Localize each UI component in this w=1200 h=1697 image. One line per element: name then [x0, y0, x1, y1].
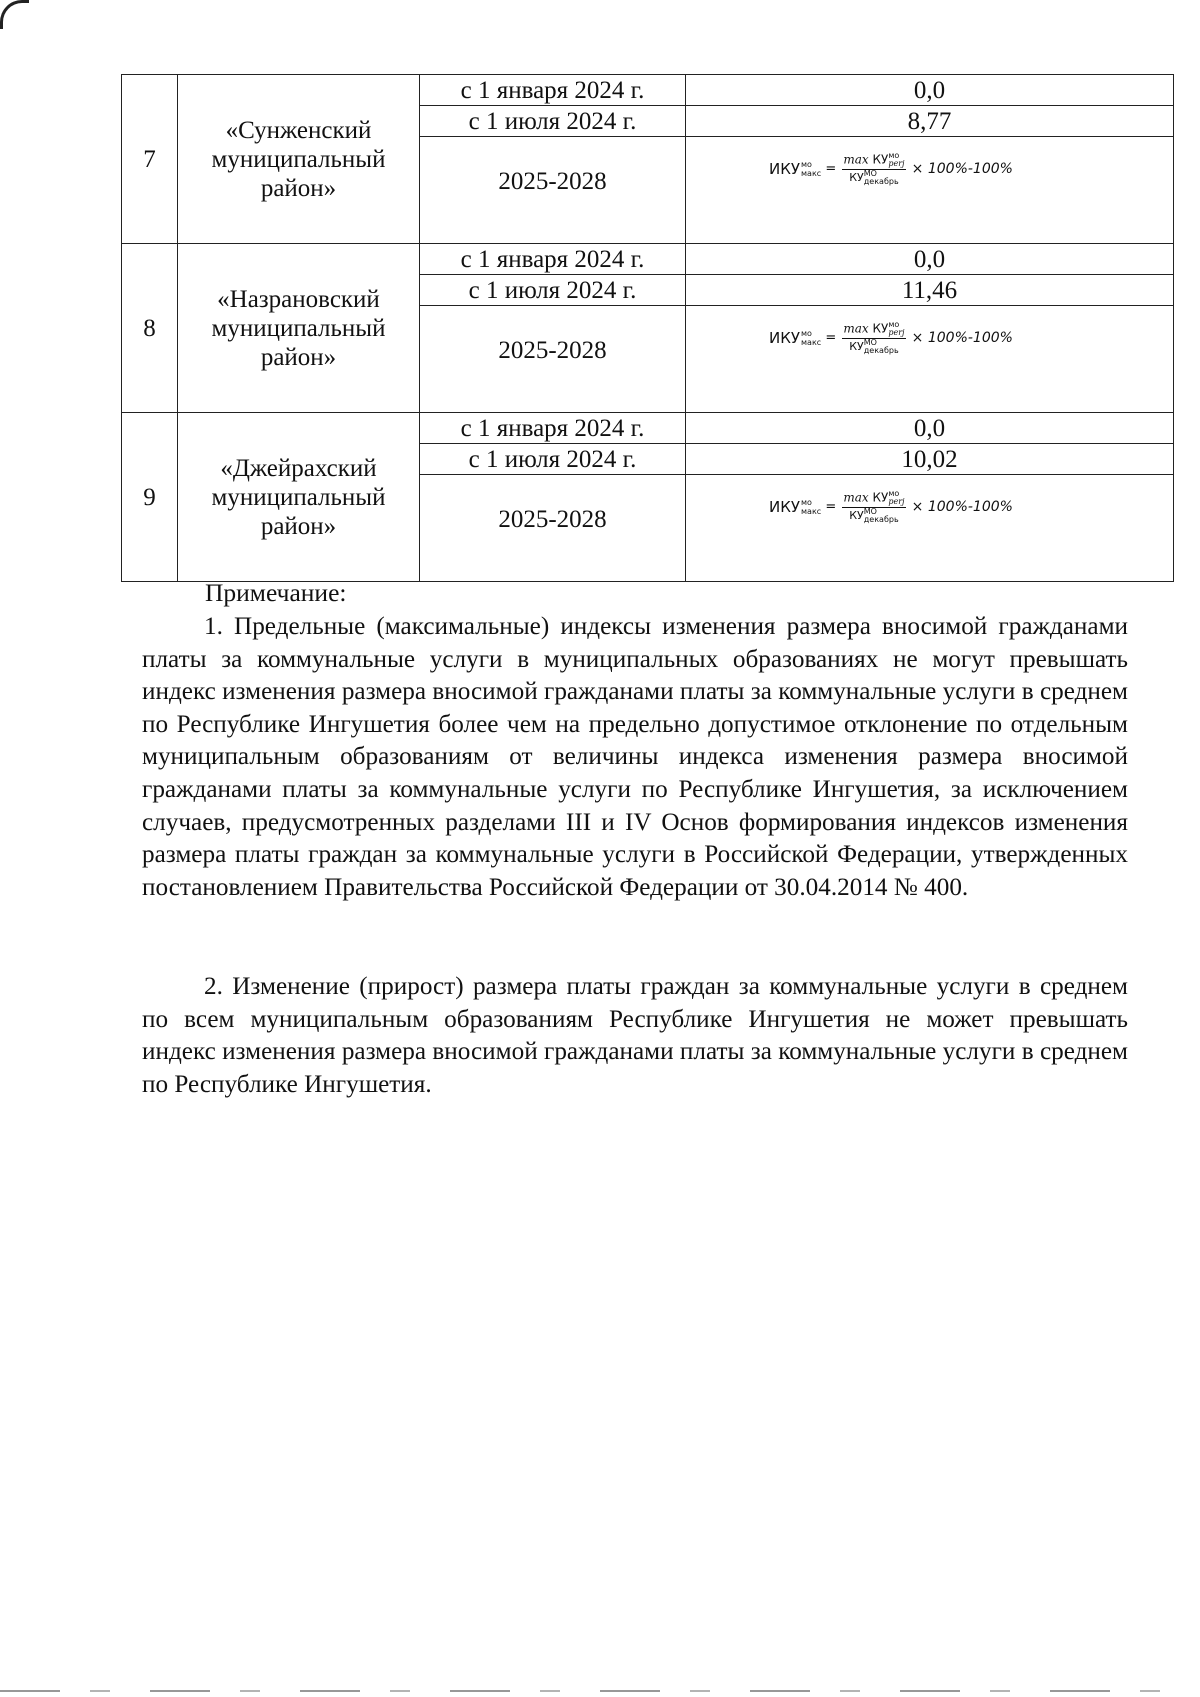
period-label: с 1 июля 2024 г.: [420, 106, 686, 137]
municipality-name-line: «Джейрахский: [220, 454, 377, 482]
formula-tail: × 100%-100%: [911, 160, 1013, 177]
note-title: Примечание:: [205, 578, 347, 607]
formula-fraction: max КУ мо perj КУ МО декабрь: [843, 151, 905, 186]
note-paragraph-2-text: 2. Изменение (прирост) размера платы граждан за коммунальные услуги в среднем по всем муниципальным образованиям Республике Ингушетия не может превышать индекс изменения размера вносимой гражданами платы за коммунальные услуги в среднем по Республике Ингушетия.: [142, 973, 1128, 1098]
row-number: 9: [122, 413, 178, 582]
table-row: [122, 75, 1174, 106]
index-value: [686, 306, 1174, 413]
formula-equals: =: [825, 161, 837, 177]
municipality-name-line: район»: [260, 512, 337, 540]
formula-equals: =: [825, 330, 837, 346]
period-label: с 1 января 2024 г.: [420, 244, 686, 275]
municipality-name-line: район»: [260, 343, 337, 371]
municipality-name-line: муниципальный: [211, 145, 386, 173]
formula-lhs: ИКУ мо макс: [769, 328, 822, 347]
index-value: 0,0: [686, 244, 1174, 275]
period-label: с 1 января 2024 г.: [420, 413, 686, 444]
formula-tail: × 100%-100%: [911, 498, 1013, 515]
municipality-name-line: муниципальный: [211, 483, 386, 511]
municipality-name-line: «Сунженский: [225, 116, 372, 144]
municipality-name-line: район»: [260, 174, 337, 202]
index-value: 0,0: [686, 75, 1174, 106]
index-value: 10,02: [686, 444, 1174, 475]
period-label: с 1 января 2024 г.: [420, 75, 686, 106]
municipality-name: [178, 413, 420, 582]
scan-edge-marks: [0, 1690, 1200, 1692]
index-value: 0,0: [686, 413, 1174, 444]
note-paragraph-1-text: 1. Предельные (максимальные) индексы изменения размера вносимой гражданами платы за коммунальные услуги в муниципальных образованиях не могут превышать индекс изменения размера вносимой гражданами платы за коммунальные услуги в среднем по Республике Ингушетия более чем на предельно допустимое отклонение по отдельным муниципальным образованиям от величины индекса изменения размера вносимой гражданами платы за коммунальные услуги по Республике Ингушетия, за исключением случаев, предусмотренных разделами III и IV Основ формирования индексов изменения размера платы граждан за коммунальные услуги в Российской Федерации, утвержденных постановлением Правительства Российской Федерации от 30.04.2014 № 400.: [142, 613, 1128, 901]
municipality-name: [178, 75, 420, 244]
formula-lhs: ИКУ мо макс: [769, 159, 822, 178]
period-label: 2025-2028: [420, 475, 686, 582]
scan-corner-mark: [0, 0, 29, 29]
index-value: [686, 475, 1174, 582]
max-index-formula: [686, 146, 1173, 234]
formula-tail: × 100%-100%: [911, 329, 1013, 346]
index-value: 8,77: [686, 106, 1174, 137]
note-paragraph-1: [142, 611, 1128, 904]
index-value: 11,46: [686, 275, 1174, 306]
max-index-formula: [686, 484, 1173, 572]
max-index-formula: [686, 315, 1173, 403]
formula-equals: =: [825, 499, 837, 515]
row-number: 7: [122, 75, 178, 244]
municipality-name: [178, 244, 420, 413]
municipality-name-line: муниципальный: [211, 314, 386, 342]
period-label: с 1 июля 2024 г.: [420, 275, 686, 306]
period-label: 2025-2028: [420, 306, 686, 413]
formula-fraction: max КУ мо perj КУ МО декабрь: [843, 320, 905, 355]
table-row: [122, 413, 1174, 444]
table-row: [122, 244, 1174, 275]
index-value: [686, 137, 1174, 244]
municipality-name-line: «Назрановский: [217, 285, 380, 313]
note-paragraph-2: [142, 971, 1128, 1101]
row-number: 8: [122, 244, 178, 413]
formula-lhs: ИКУ мо макс: [769, 497, 822, 516]
period-label: 2025-2028: [420, 137, 686, 244]
period-label: с 1 июля 2024 г.: [420, 444, 686, 475]
formula-fraction: max КУ мо perj КУ МО декабрь: [843, 489, 905, 524]
index-table: [121, 74, 1174, 582]
